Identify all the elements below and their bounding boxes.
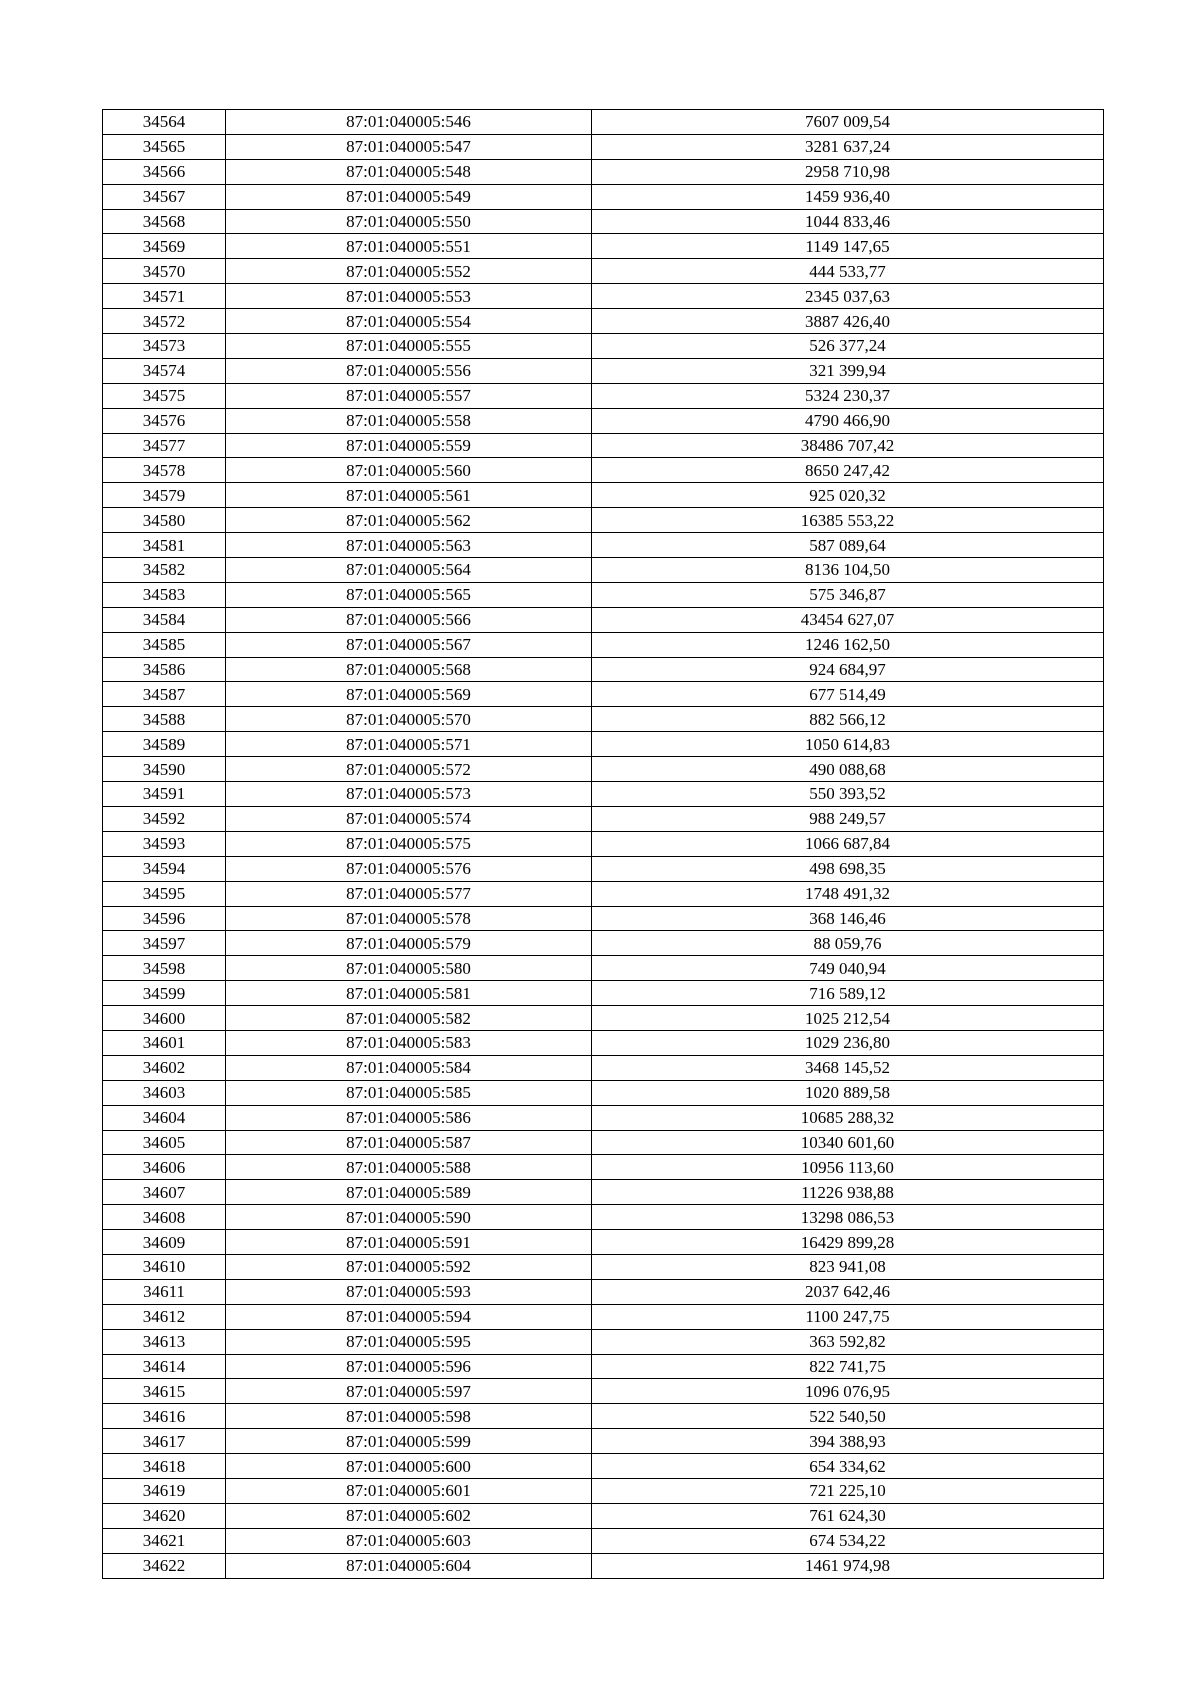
table-row <box>103 1006 1104 1031</box>
row-number-cell: 34567 <box>103 184 226 209</box>
cadastral-number-cell: 87:01:040005:551 <box>226 234 592 259</box>
cadastral-number-cell: 87:01:040005:595 <box>226 1329 592 1354</box>
cadastral-value-cell: 716 589,12 <box>592 981 1104 1006</box>
table-row <box>103 508 1104 533</box>
cadastral-number-cell: 87:01:040005:603 <box>226 1528 592 1553</box>
table-row <box>103 408 1104 433</box>
table-row <box>103 831 1104 856</box>
cadastral-number-cell: 87:01:040005:581 <box>226 981 592 1006</box>
cadastral-number-cell: 87:01:040005:558 <box>226 408 592 433</box>
table-row <box>103 458 1104 483</box>
cadastral-value-cell: 7607 009,54 <box>592 110 1104 135</box>
row-number-cell: 34601 <box>103 1030 226 1055</box>
row-number-cell: 34564 <box>103 110 226 135</box>
table-row <box>103 1055 1104 1080</box>
row-number-cell: 34576 <box>103 408 226 433</box>
table-row <box>103 259 1104 284</box>
cadastral-number-cell: 87:01:040005:585 <box>226 1080 592 1105</box>
table-row <box>103 1528 1104 1553</box>
table-row <box>103 582 1104 607</box>
cadastral-number-cell: 87:01:040005:550 <box>226 209 592 234</box>
cadastral-value-cell: 8650 247,42 <box>592 458 1104 483</box>
row-number-cell: 34570 <box>103 259 226 284</box>
row-number-cell: 34592 <box>103 806 226 831</box>
table-row <box>103 558 1104 583</box>
table-row <box>103 1105 1104 1130</box>
cadastral-value-cell: 721 225,10 <box>592 1478 1104 1503</box>
cadastral-number-cell: 87:01:040005:565 <box>226 582 592 607</box>
cadastral-number-cell: 87:01:040005:547 <box>226 134 592 159</box>
row-number-cell: 34595 <box>103 881 226 906</box>
table-row <box>103 856 1104 881</box>
row-number-cell: 34577 <box>103 433 226 458</box>
table-row <box>103 1553 1104 1578</box>
cadastral-number-cell: 87:01:040005:596 <box>226 1354 592 1379</box>
cadastral-number-cell: 87:01:040005:570 <box>226 707 592 732</box>
row-number-cell: 34568 <box>103 209 226 234</box>
cadastral-number-cell: 87:01:040005:599 <box>226 1429 592 1454</box>
cadastral-value-cell: 11226 938,88 <box>592 1180 1104 1205</box>
row-number-cell: 34620 <box>103 1503 226 1528</box>
row-number-cell: 34616 <box>103 1404 226 1429</box>
cadastral-number-cell: 87:01:040005:573 <box>226 782 592 807</box>
cadastral-value-cell: 988 249,57 <box>592 806 1104 831</box>
table-row <box>103 1454 1104 1479</box>
row-number-cell: 34598 <box>103 956 226 981</box>
table-row <box>103 1254 1104 1279</box>
row-number-cell: 34583 <box>103 582 226 607</box>
table-row <box>103 782 1104 807</box>
cadastral-value-cell: 550 393,52 <box>592 782 1104 807</box>
row-number-cell: 34574 <box>103 358 226 383</box>
table-row <box>103 334 1104 359</box>
row-number-cell: 34594 <box>103 856 226 881</box>
row-number-cell: 34565 <box>103 134 226 159</box>
row-number-cell: 34584 <box>103 607 226 632</box>
cadastral-value-cell: 3281 637,24 <box>592 134 1104 159</box>
cadastral-value-cell: 368 146,46 <box>592 906 1104 931</box>
cadastral-number-cell: 87:01:040005:601 <box>226 1478 592 1503</box>
row-number-cell: 34597 <box>103 931 226 956</box>
cadastral-value-cell: 654 334,62 <box>592 1454 1104 1479</box>
cadastral-number-cell: 87:01:040005:559 <box>226 433 592 458</box>
cadastral-value-cell: 16385 553,22 <box>592 508 1104 533</box>
cadastral-value-cell: 10685 288,32 <box>592 1105 1104 1130</box>
row-number-cell: 34599 <box>103 981 226 1006</box>
cadastral-number-cell: 87:01:040005:586 <box>226 1105 592 1130</box>
cadastral-number-cell: 87:01:040005:602 <box>226 1503 592 1528</box>
cadastral-number-cell: 87:01:040005:598 <box>226 1404 592 1429</box>
row-number-cell: 34606 <box>103 1155 226 1180</box>
table-row <box>103 1230 1104 1255</box>
cadastral-value-cell: 823 941,08 <box>592 1254 1104 1279</box>
cadastral-value-cell: 822 741,75 <box>592 1354 1104 1379</box>
cadastral-number-cell: 87:01:040005:583 <box>226 1030 592 1055</box>
table-row <box>103 1503 1104 1528</box>
cadastral-number-cell: 87:01:040005:572 <box>226 757 592 782</box>
row-number-cell: 34622 <box>103 1553 226 1578</box>
table-body <box>103 110 1104 1579</box>
cadastral-number-cell: 87:01:040005:556 <box>226 358 592 383</box>
row-number-cell: 34593 <box>103 831 226 856</box>
row-number-cell: 34602 <box>103 1055 226 1080</box>
cadastral-value-cell: 575 346,87 <box>592 582 1104 607</box>
cadastral-value-cell: 13298 086,53 <box>592 1205 1104 1230</box>
row-number-cell: 34621 <box>103 1528 226 1553</box>
cadastral-number-cell: 87:01:040005:576 <box>226 856 592 881</box>
row-number-cell: 34578 <box>103 458 226 483</box>
row-number-cell: 34579 <box>103 483 226 508</box>
cadastral-value-cell: 444 533,77 <box>592 259 1104 284</box>
cadastral-number-cell: 87:01:040005:579 <box>226 931 592 956</box>
cadastral-number-cell: 87:01:040005:592 <box>226 1254 592 1279</box>
cadastral-value-cell: 1050 614,83 <box>592 732 1104 757</box>
cadastral-value-cell: 363 592,82 <box>592 1329 1104 1354</box>
cadastral-number-cell: 87:01:040005:561 <box>226 483 592 508</box>
cadastral-number-cell: 87:01:040005:588 <box>226 1155 592 1180</box>
cadastral-number-cell: 87:01:040005:555 <box>226 334 592 359</box>
cadastral-number-cell: 87:01:040005:564 <box>226 558 592 583</box>
table-row <box>103 981 1104 1006</box>
table-row <box>103 433 1104 458</box>
cadastral-number-cell: 87:01:040005:578 <box>226 906 592 931</box>
cadastral-number-cell: 87:01:040005:577 <box>226 881 592 906</box>
row-number-cell: 34580 <box>103 508 226 533</box>
row-number-cell: 34587 <box>103 682 226 707</box>
cadastral-value-cell: 1100 247,75 <box>592 1304 1104 1329</box>
table-row <box>103 383 1104 408</box>
cadastral-value-table <box>102 109 1104 1579</box>
cadastral-number-cell: 87:01:040005:553 <box>226 284 592 309</box>
cadastral-number-cell: 87:01:040005:584 <box>226 1055 592 1080</box>
table-row <box>103 483 1104 508</box>
cadastral-value-cell: 1461 974,98 <box>592 1553 1104 1578</box>
cadastral-value-cell: 16429 899,28 <box>592 1230 1104 1255</box>
row-number-cell: 34613 <box>103 1329 226 1354</box>
cadastral-value-cell: 587 089,64 <box>592 533 1104 558</box>
cadastral-value-cell: 1025 212,54 <box>592 1006 1104 1031</box>
cadastral-value-cell: 10956 113,60 <box>592 1155 1104 1180</box>
cadastral-number-cell: 87:01:040005:554 <box>226 309 592 334</box>
table-row <box>103 1130 1104 1155</box>
cadastral-number-cell: 87:01:040005:568 <box>226 657 592 682</box>
cadastral-number-cell: 87:01:040005:571 <box>226 732 592 757</box>
table-row <box>103 657 1104 682</box>
cadastral-value-cell: 2345 037,63 <box>592 284 1104 309</box>
cadastral-value-cell: 526 377,24 <box>592 334 1104 359</box>
table-row <box>103 632 1104 657</box>
table-row <box>103 309 1104 334</box>
row-number-cell: 34611 <box>103 1279 226 1304</box>
row-number-cell: 34605 <box>103 1130 226 1155</box>
row-number-cell: 34603 <box>103 1080 226 1105</box>
table-row <box>103 134 1104 159</box>
table-row <box>103 184 1104 209</box>
row-number-cell: 34614 <box>103 1354 226 1379</box>
cadastral-number-cell: 87:01:040005:552 <box>226 259 592 284</box>
row-number-cell: 34573 <box>103 334 226 359</box>
table-row <box>103 1304 1104 1329</box>
table-row <box>103 1404 1104 1429</box>
table-row <box>103 881 1104 906</box>
table-row <box>103 1379 1104 1404</box>
table-row <box>103 1155 1104 1180</box>
row-number-cell: 34604 <box>103 1105 226 1130</box>
cadastral-value-cell: 674 534,22 <box>592 1528 1104 1553</box>
cadastral-value-cell: 925 020,32 <box>592 483 1104 508</box>
table-row <box>103 358 1104 383</box>
table-row <box>103 1279 1104 1304</box>
row-number-cell: 34607 <box>103 1180 226 1205</box>
row-number-cell: 34618 <box>103 1454 226 1479</box>
table-row <box>103 284 1104 309</box>
table-row <box>103 931 1104 956</box>
table-row <box>103 607 1104 632</box>
row-number-cell: 34609 <box>103 1230 226 1255</box>
cadastral-value-cell: 1149 147,65 <box>592 234 1104 259</box>
row-number-cell: 34617 <box>103 1429 226 1454</box>
table-row <box>103 110 1104 135</box>
row-number-cell: 34586 <box>103 657 226 682</box>
table-row <box>103 757 1104 782</box>
row-number-cell: 34596 <box>103 906 226 931</box>
cadastral-value-cell: 1029 236,80 <box>592 1030 1104 1055</box>
row-number-cell: 34588 <box>103 707 226 732</box>
row-number-cell: 34582 <box>103 558 226 583</box>
table-row <box>103 159 1104 184</box>
row-number-cell: 34569 <box>103 234 226 259</box>
cadastral-value-cell: 761 624,30 <box>592 1503 1104 1528</box>
table-row <box>103 682 1104 707</box>
table-row <box>103 906 1104 931</box>
cadastral-number-cell: 87:01:040005:574 <box>226 806 592 831</box>
table-row <box>103 732 1104 757</box>
row-number-cell: 34585 <box>103 632 226 657</box>
cadastral-value-cell: 2958 710,98 <box>592 159 1104 184</box>
table-row <box>103 234 1104 259</box>
row-number-cell: 34615 <box>103 1379 226 1404</box>
cadastral-value-cell: 490 088,68 <box>592 757 1104 782</box>
cadastral-number-cell: 87:01:040005:566 <box>226 607 592 632</box>
cadastral-value-cell: 4790 466,90 <box>592 408 1104 433</box>
cadastral-number-cell: 87:01:040005:575 <box>226 831 592 856</box>
cadastral-value-cell: 522 540,50 <box>592 1404 1104 1429</box>
cadastral-number-cell: 87:01:040005:587 <box>226 1130 592 1155</box>
cadastral-value-cell: 8136 104,50 <box>592 558 1104 583</box>
cadastral-value-cell: 321 399,94 <box>592 358 1104 383</box>
cadastral-value-cell: 3468 145,52 <box>592 1055 1104 1080</box>
cadastral-value-cell: 394 388,93 <box>592 1429 1104 1454</box>
cadastral-number-cell: 87:01:040005:594 <box>226 1304 592 1329</box>
table-row <box>103 806 1104 831</box>
table-row <box>103 1478 1104 1503</box>
cadastral-number-cell: 87:01:040005:567 <box>226 632 592 657</box>
cadastral-value-cell: 498 698,35 <box>592 856 1104 881</box>
cadastral-value-cell: 3887 426,40 <box>592 309 1104 334</box>
cadastral-number-cell: 87:01:040005:590 <box>226 1205 592 1230</box>
table-row <box>103 1030 1104 1055</box>
cadastral-value-cell: 1748 491,32 <box>592 881 1104 906</box>
table-row <box>103 1180 1104 1205</box>
cadastral-value-cell: 1044 833,46 <box>592 209 1104 234</box>
row-number-cell: 34610 <box>103 1254 226 1279</box>
cadastral-number-cell: 87:01:040005:569 <box>226 682 592 707</box>
cadastral-number-cell: 87:01:040005:604 <box>226 1553 592 1578</box>
cadastral-number-cell: 87:01:040005:580 <box>226 956 592 981</box>
row-number-cell: 34612 <box>103 1304 226 1329</box>
table-row <box>103 707 1104 732</box>
row-number-cell: 34619 <box>103 1478 226 1503</box>
row-number-cell: 34571 <box>103 284 226 309</box>
cadastral-number-cell: 87:01:040005:589 <box>226 1180 592 1205</box>
cadastral-number-cell: 87:01:040005:549 <box>226 184 592 209</box>
row-number-cell: 34575 <box>103 383 226 408</box>
cadastral-value-cell: 882 566,12 <box>592 707 1104 732</box>
cadastral-value-cell: 924 684,97 <box>592 657 1104 682</box>
row-number-cell: 34581 <box>103 533 226 558</box>
cadastral-value-cell: 749 040,94 <box>592 956 1104 981</box>
cadastral-value-cell: 1246 162,50 <box>592 632 1104 657</box>
cadastral-value-cell: 2037 642,46 <box>592 1279 1104 1304</box>
table-row <box>103 1080 1104 1105</box>
cadastral-value-cell: 43454 627,07 <box>592 607 1104 632</box>
table-row <box>103 1329 1104 1354</box>
cadastral-number-cell: 87:01:040005:591 <box>226 1230 592 1255</box>
table-row <box>103 533 1104 558</box>
cadastral-number-cell: 87:01:040005:562 <box>226 508 592 533</box>
cadastral-number-cell: 87:01:040005:548 <box>226 159 592 184</box>
cadastral-value-cell: 38486 707,42 <box>592 433 1104 458</box>
cadastral-value-cell: 1096 076,95 <box>592 1379 1104 1404</box>
row-number-cell: 34589 <box>103 732 226 757</box>
cadastral-number-cell: 87:01:040005:546 <box>226 110 592 135</box>
cadastral-number-cell: 87:01:040005:557 <box>226 383 592 408</box>
cadastral-number-cell: 87:01:040005:597 <box>226 1379 592 1404</box>
row-number-cell: 34590 <box>103 757 226 782</box>
cadastral-value-cell: 10340 601,60 <box>592 1130 1104 1155</box>
cadastral-number-cell: 87:01:040005:593 <box>226 1279 592 1304</box>
row-number-cell: 34600 <box>103 1006 226 1031</box>
cadastral-number-cell: 87:01:040005:560 <box>226 458 592 483</box>
row-number-cell: 34591 <box>103 782 226 807</box>
cadastral-value-cell: 1066 687,84 <box>592 831 1104 856</box>
row-number-cell: 34566 <box>103 159 226 184</box>
cadastral-number-cell: 87:01:040005:600 <box>226 1454 592 1479</box>
cadastral-number-cell: 87:01:040005:563 <box>226 533 592 558</box>
row-number-cell: 34608 <box>103 1205 226 1230</box>
cadastral-value-cell: 5324 230,37 <box>592 383 1104 408</box>
cadastral-value-cell: 1020 889,58 <box>592 1080 1104 1105</box>
table-row <box>103 209 1104 234</box>
cadastral-number-cell: 87:01:040005:582 <box>226 1006 592 1031</box>
table-row <box>103 1429 1104 1454</box>
cadastral-value-cell: 677 514,49 <box>592 682 1104 707</box>
table-row <box>103 956 1104 981</box>
table-row <box>103 1205 1104 1230</box>
cadastral-value-cell: 88 059,76 <box>592 931 1104 956</box>
row-number-cell: 34572 <box>103 309 226 334</box>
table-row <box>103 1354 1104 1379</box>
cadastral-value-cell: 1459 936,40 <box>592 184 1104 209</box>
